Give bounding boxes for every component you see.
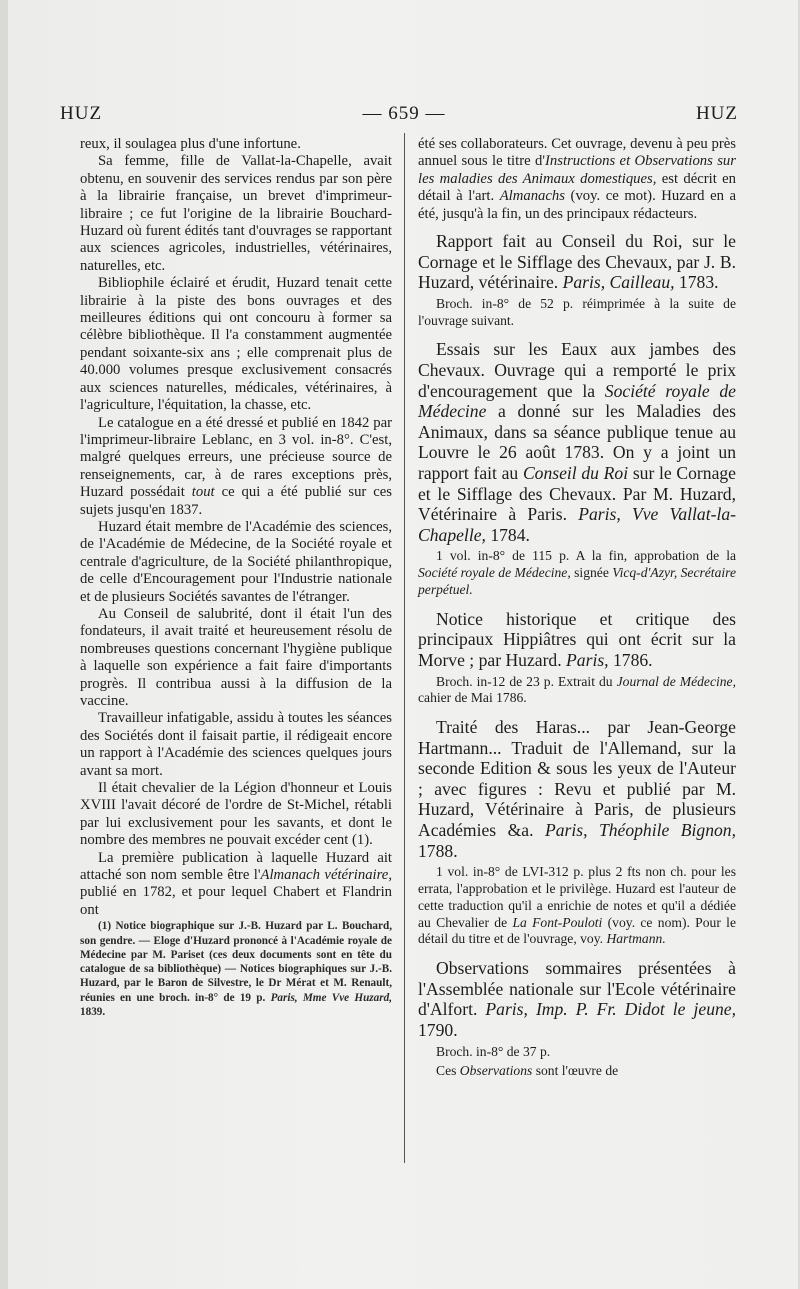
entry-note: Broch. in-8° de 52 p. réimprimée à la suite de l'ouvrage suivant.: [418, 295, 736, 328]
entry-note: Broch. in-12 de 23 p. Extrait du Journal de Médecine, cahier de Mai 1786.: [418, 673, 736, 706]
page: [8, 0, 798, 1289]
paragraph: Travailleur infatigable, assidu à toutes les séances des Sociétés dont il faisait partie, il rédigeait encore un rapport à l'Académie des sciences quelques jours avant sa mort.: [80, 710, 392, 779]
entry-title: Rapport fait au Conseil du Roi, sur le Cornage et le Sifflage des Chevaux, par J. B. Huzard, vétérinaire. Paris, Cailleau, 1783.: [418, 231, 736, 293]
footnote: (1) Notice biographique sur J.-B. Huzard par L. Bouchard, son gendre. — Eloge d'Huzard prononcé à l'Académie royale de Médecine par M. Pariset (ces deux documents sont en tête du catalogue de sa bibliothèque) — Notices biographiques sur J.-B. Huzard, par le Baron de Silvestre, le Dr Mérat et M. Renault, réunies en une broch. in-8° de 19 p. Paris, Mme Vve Huzard, 1839.: [80, 920, 393, 1019]
bibliography-entry: [418, 339, 736, 598]
bibliography-entry: [418, 609, 736, 707]
paragraph: Le catalogue en a été dressé et publié en 1842 par l'imprimeur-libraire Leblanc, en 3 vol. in-8°. C'est, malgré quelques erreurs, une précieuse source de renseignements, car, à de rares exceptions près, Huzard possédait tout ce qui a été publié sur ces sujets jusqu'en 1837.: [80, 414, 393, 518]
bibliography-entry: [418, 958, 736, 1080]
entry-note: 1 vol. in-8° de LVI-312 p. plus 2 fts non ch. pour les errata, l'approbation et le privilège. Huzard est l'auteur de cette traduction qu'il a enrichie de notes et qu'il a dédiée au Chevalier de La Font-Pouloti (voy. ce nom). Pour le détail du titre et de l'ouvrage, voy. Hartmann.: [418, 864, 736, 947]
entry-note: 1 vol. in-8° de 115 p. A la fin, approbation de la Société royale de Médecine, signée Vicq-d'Azyr, Secrétaire perpétuel.: [418, 548, 736, 597]
entry-title: Traité des Haras... par Jean-George Hartmann... Traduit de l'Allemand, sur la seconde Edition & sous les yeux de l'Auteur ; avec figures : Revu et publié par M. Huzard, Vétérinaire à Paris, de plusieurs Académies &a. Paris, Théophile Bignon, 1788.: [418, 717, 736, 861]
page-number: — 659 —: [362, 103, 446, 124]
paragraph: Bibliophile éclairé et érudit, Huzard tenait cette librairie à la piste des bons ouvrages et des meilleures éditions qui ont concouru à former sa célèbre bibliothèque. Il l'a constamment augmentée pendant soixante-six ans ; elle comprenait plus de 40.000 volumes presque exclusivement consacrés aux sciences naturelles, médicales, vétérinaires, à l'agriculture, l'équitation, la chasse, etc.: [80, 275, 392, 414]
right-column: [418, 136, 736, 1090]
entry-title: Observations sommaires présentées à l'Assemblée nationale sur l'Ecole vétérinaire d'Alfort. Paris, Imp. P. Fr. Didot le jeune, 1790.: [418, 958, 736, 1041]
bibliography-entry: [418, 717, 736, 948]
paragraph: Huzard était membre de l'Académie des sciences, de l'Académie de Médecine, de la Société royale et centrale d'agriculture, de la Société philanthropique, de celle d'Encouragement pour l'Industrie nationale et de plusieurs Sociétés savantes de l'étranger.: [80, 518, 392, 605]
running-head-right: HUZ: [695, 103, 738, 124]
entry-note: Ces Observations sont l'œuvre de: [436, 1063, 619, 1079]
paragraph: Il était chevalier de la Légion d'honneur et Louis XVIII l'avait décoré de l'ordre de St-Michel, rétabli par lui exclusivement pour les savants, et dont le nombre des membres ne pouvait excéder cent (1).: [80, 780, 392, 849]
paragraph: reux, il soulagea plus d'une infortune.: [80, 136, 301, 152]
entry-title: Essais sur les Eaux aux jambes des Chevaux. Ouvrage qui a remporté le prix d'encouragement que la Société royale de Médecine a donné sur les Maladies des Animaux, dans sa séance publique tenue au Louvre le 26 août 1783. On y a joint un rapport fait au Conseil du Roi sur le Cornage et le Sifflage des Chevaux. Par M. Huzard, Vétérinaire à Paris. Paris, Vve Vallat-la-Chapelle, 1784.: [418, 339, 736, 545]
running-head-left: HUZ: [60, 103, 103, 124]
left-column: [80, 136, 392, 1019]
column-divider: [404, 133, 405, 1163]
paragraph: Au Conseil de salubrité, dont il était l'un des fondateurs, il avait traité et heureusement résolu de nombreuses questions concernant l'hygiène publique à laquelle son expérience a fait faire d'importants progrès. Il contribua aussi à la diffusion de la vaccine.: [80, 605, 392, 709]
paragraph: La première publication à laquelle Huzard ait attaché son nom semble être l'Almanach vétérinaire, publié en 1782, et pour lequel Chabert et Flandrin ont: [80, 849, 392, 918]
paragraph: Sa femme, fille de Vallat-la-Chapelle, avait obtenu, en souvenir des services rendus par son père à la librairie française, un brevet d'imprimeur-libraire ; ce fut l'origine de la librairie Bouchard-Huzard où furent édités tant d'ouvrages se rapportant aux sciences agricoles, industrielles, vétérinaires, naturelles, etc.: [80, 153, 392, 274]
bibliography-entry: [418, 231, 736, 329]
paragraph: été ses collaborateurs. Cet ouvrage, devenu à peu près annuel sous le titre d'Instructions et Observations sur les maladies des Animaux domestiques, est décrit en détail à l'art. Almanachs (voy. ce mot). Huzard en a été, jusqu'à la fin, un des principaux rédacteurs.: [418, 136, 737, 222]
entry-title: Notice historique et critique des principaux Hippiâtres qui ont écrit sur la Morve ; par Huzard. Paris, 1786.: [418, 608, 736, 670]
entry-note: Broch. in-8° de 37 p.: [436, 1043, 551, 1059]
